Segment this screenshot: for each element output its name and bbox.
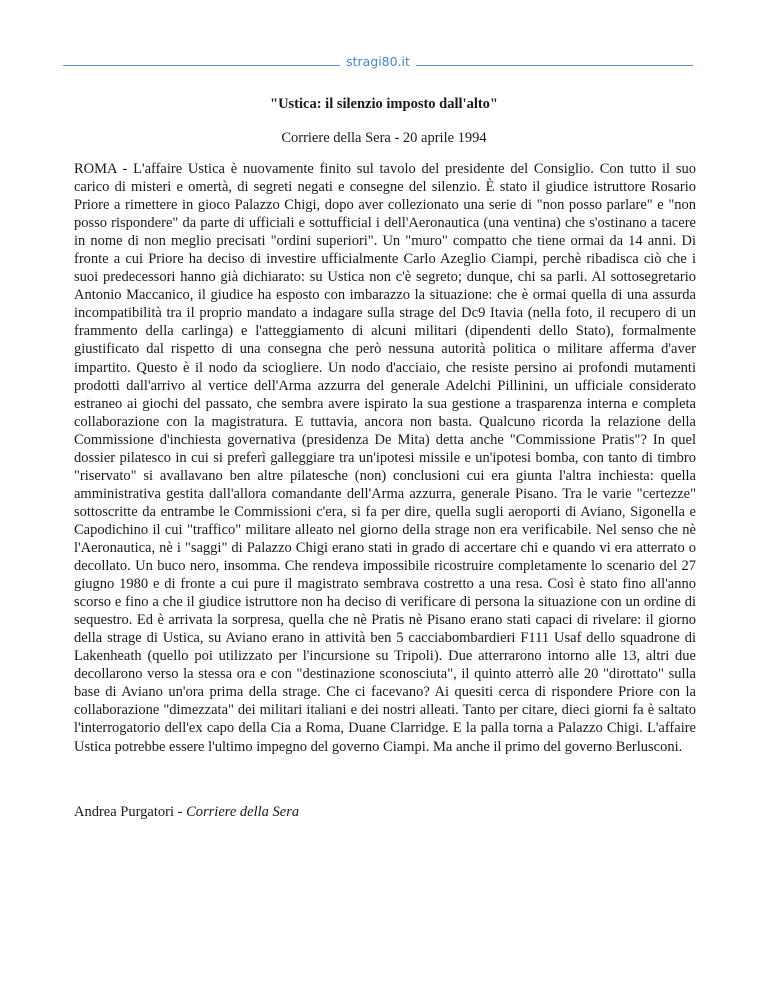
byline-author: Andrea Purgatori [74, 804, 174, 820]
byline-source: Corriere della Sera [186, 804, 300, 820]
site-name: stragi80.it [346, 54, 410, 69]
article-body: ROMA - L'affaire Ustica è nuovamente finito sul tavolo del presidente del Consiglio. Con tutto il suo carico di misteri e omertà, di segreti negati e consegne del silenzio. È stato il giudice istruttore Rosario Priore a rimettere in gioco Palazzo Chigi, dopo aver collezionato una serie di "non posso parlare" e "non posso rispondere" da parte di ufficiali e sottufficial i dell'Aeronautica (una ventina) che s'ostinano a tacere in nome di non meglio precisati "ordini superiori". Un "muro" compatto che tiene ormai da 14 anni. Di fronte a cui Priore ha deciso di investire ufficialmente Carlo Azeglio Ciampi, perchè ribadisca ciò che i suoi predecessori hanno già dichiarato: su Ustica non c'è segreto; dunque, chi sa parli. Al sottosegretario Antonio Maccanico, il giudice ha esposto con imbarazzo la situazione: che è ormai quella di una assurda incompatibilità tra il proprio mandato a indagare sulla strage del Dc9 Itavia (nella foto, il recupero di un frammento della carlinga) e l'atteggiamento di alcuni militari (dipendenti dello Stato), formalmente giustificato dal rispetto di una consegna che però nessuna autorità politica o militare afferma d'aver impartito. Questo è il nodo da sciogliere. Un nodo d'acciaio, che resiste persino ai profondi mutamenti prodotti dall'arrivo al vertice dell'Arma azzurra del generale Adelchi Pillinini, un ufficiale considerato estraneo ai giochi del passato, che sembra avere ispirato la sua gestione a trasparenza interna e completa collaborazione con la magistratura. E tuttavia, ancora non basta. Qualcuno ricorda la relazione della Commissione d'inchiesta governativa (presidenza De Mita) detta anche "Commissione Pratis"? In quel dossier pilatesco in cui si preferì galleggiare tra un'ipotesi missile e un'ipotesi bomba, con tanto di timbro "riservato" si avallavano ben altre pilatesche (non) conclusioni cui era giunta l'altra inchiesta: quella amministrativa gestita dall'allora comandante dell'Arma azzurra, generale Pisano. Tra le varie "certezze" sottoscritte da entrambe le Commissioni c'era, si fa per dire, quella sugli aeroporti di Aviano, Sigonella e Capodichino il cui "traffico" militare alleato nel giorno della strage non era verificabile. Nel senso che nè l'Aeronautica, nè i "saggi" di Palazzo Chigi erano stati in grado di accertare chi e quando vi era atterrato o decollato. Un buco nero, insomma. Che rendeva impossibile ricostruire completamente lo scenario del 27 giugno 1980 e di fronte a cui pure il magistrato sembrava costretto a una resa. Così è stato fino all'anno scorso e fino a che il giudice istruttore non ha deciso di verificare di persona la situazione con un ordine di sequestro. Ed è arrivata la sorpresa, quella che nè Pratis nè Pisano erano stati capaci di rivelare: il giorno della strage di Ustica, su Aviano erano in attività ben 5 cacciabombardieri F111 Usaf dello squadrone di Lakenheath (quello poi utilizzato per l'incursione su Tripoli). Due atterrarono intorno alle 13, altri due decollarono verso la stessa ora e con "destinazione sconosciuta", il quinto atterrò alle 20 "dirottato" sulla base di Aviano un'ora prima della strage. Che ci facevano? Ai quesiti cerca di rispondere Priore con la collaborazione "dimezzata" dei militari italiani e dei nostri alleati. Tanto per citare, dieci giorni fa è saltato l'interrogatorio dell'ex capo della Cia a Roma, Duane Clarridge. E la palla torna a Palazzo Chigi. L'affaire Ustica potrebbe essere l'ultimo impegno del governo Ciampi. Ma anche il primo del governo Berlusconi. [74, 161, 696, 755]
article-byline [74, 803, 696, 821]
article-title: "Ustica: il silenzio imposto dall'alto" [270, 96, 498, 112]
site-header [63, 52, 693, 72]
header-rule-left [63, 65, 340, 66]
article-subtitle: Corriere della Sera - 20 aprile 1994 [281, 130, 487, 146]
header-rule-right [416, 65, 693, 66]
byline-separator: - [174, 804, 187, 820]
